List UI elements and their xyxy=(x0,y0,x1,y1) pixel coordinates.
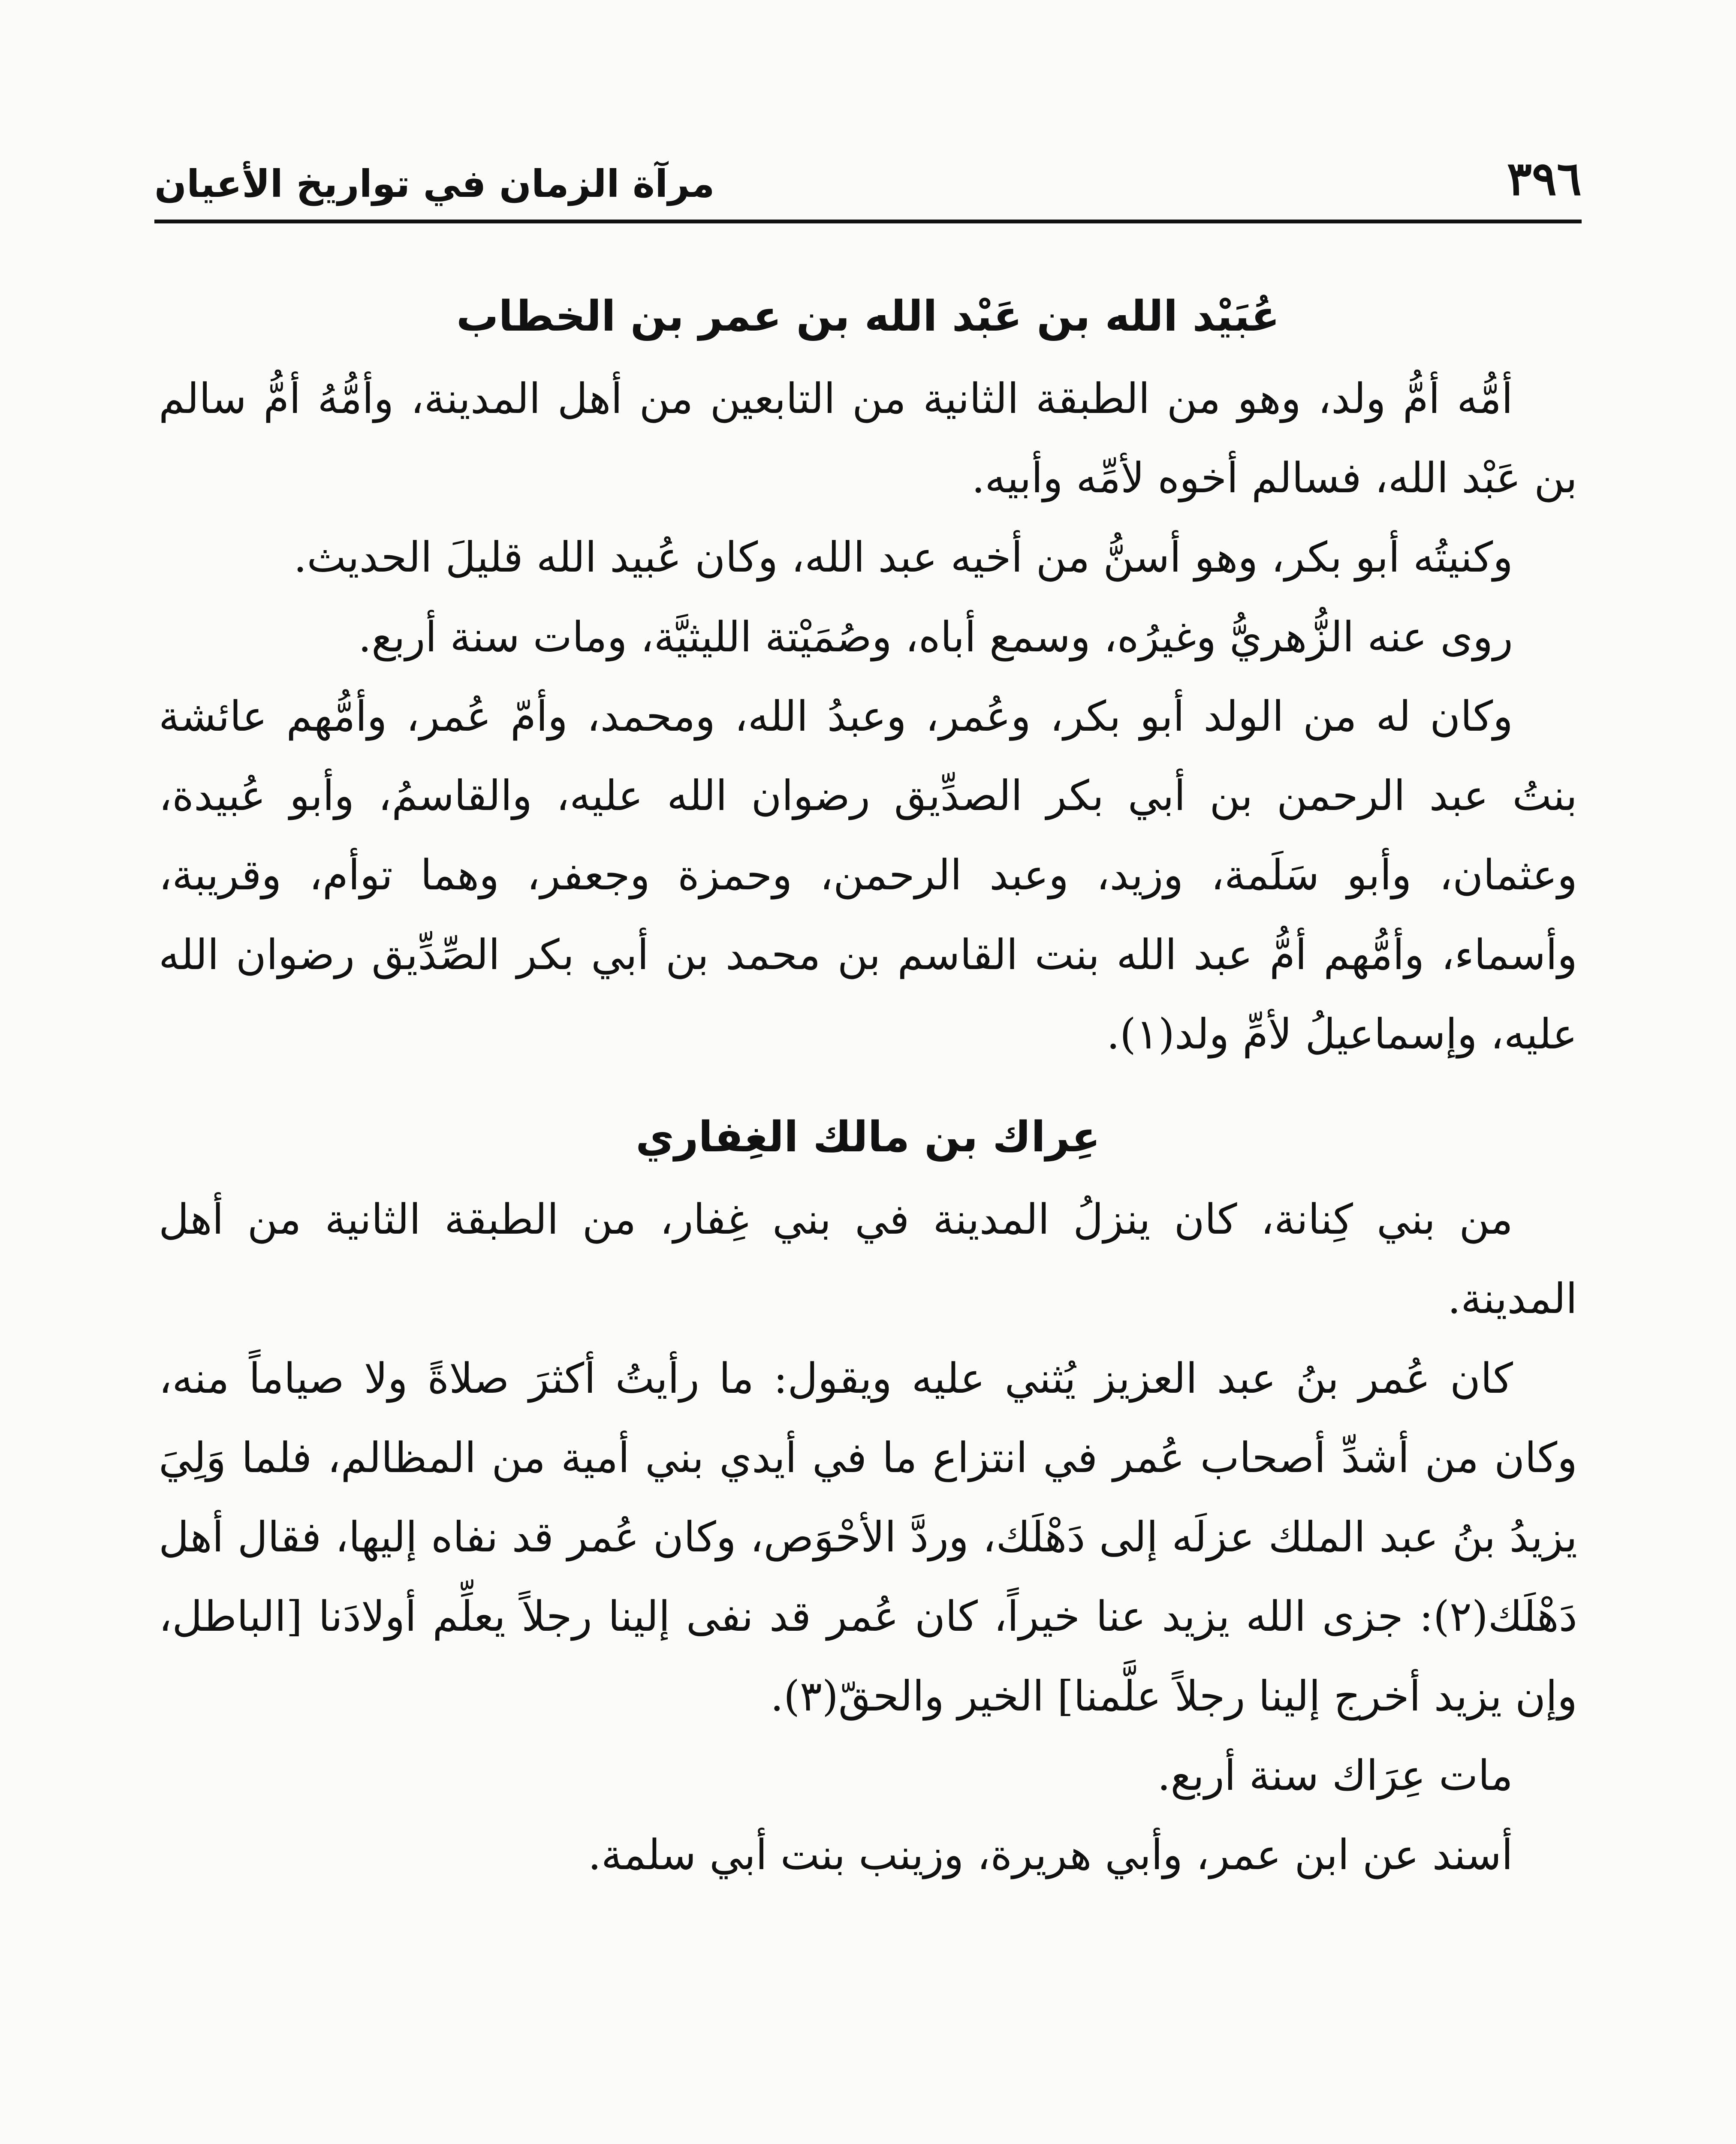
page-number: ٣٩٦ xyxy=(1507,152,1582,206)
entry-heading-ubaydullah: عُبَيْد الله بن عَبْد الله بن عمر بن الخطاب xyxy=(456,292,1280,341)
main-text xyxy=(159,283,1577,1894)
paragraph: أسند عن ابن عمر، وأبي هريرة، وزينب بنت أبي سلمة. xyxy=(588,1831,1513,1879)
paragraph: وكان له من الولد أبو بكر، وعُمر، وعبدُ الله، ومحمد، وأمّ عُمر، وأمُّهم عائشة بنتُ عبد الرحمن بن أبي بكر الصدِّيق رضوان الله عليه، والقاسمُ، وأبو عُبيدة، وعثمان، وأبو سَلَمة، وزيد، وعبد الرحمن، وحمزة وجعفر، وهما توأم، وقريبة، وأسماء، وأمُّهم أمُّ عبد الله بنت القاسم بن محمد بن أبي بكر الصِّدِّيق رضوان الله عليه، وإسماعيلُ لأمِّ ولد(١). xyxy=(159,692,1577,1058)
paragraph: وكنيتُه أبو بكر، وهو أسنُّ من أخيه عبد الله، وكان عُبيد الله قليلَ الحديث. xyxy=(293,533,1513,582)
book-title: مرآة الزمان في تواريخ الأعيان xyxy=(154,162,715,206)
paragraph: كان عُمر بنُ عبد العزيز يُثني عليه ويقول: ما رأيتُ أكثرَ صلاةً ولا صياماً منه، وكان من أشدِّ أصحاب عُمر في انتزاع ما في أيدي بني أمية من المظالم، فلما وَلِيَ يزيدُ بنُ عبد الملك عزلَه إلى دَهْلَك، وردَّ الأحْوَص، وكان عُمر قد نفاه إليها، فقال أهل دَهْلَك(٢): جزى الله يزيد عنا خيراً، كان عُمر قد نفى إلينا رجلاً يعلِّم أولادَنا [الباطل، وإن يزيد أخرج إلينا رجلاً علَّمنا] الخير والحقّ(٣). xyxy=(159,1354,1577,1720)
paragraph: أمُّه أمُّ ولد، وهو من الطبقة الثانية من التابعين من أهل المدينة، وأمُّهُ أمُّ سالم بن عَبْد الله، فسالم أخوه لأمِّه وأبيه. xyxy=(159,374,1577,503)
paragraph: مات عِرَاك سنة أربع. xyxy=(1157,1751,1513,1800)
header-rule xyxy=(154,220,1582,223)
paragraph: روى عنه الزُّهريُّ وغيرُه، وسمع أباه، وصُمَيْتة الليثيَّة، ومات سنة أربع. xyxy=(358,612,1513,661)
running-header xyxy=(154,142,1582,206)
paragraph: من بني كِنانة، كان ينزلُ المدينة في بني غِفار، من الطبقة الثانية من أهل المدينة. xyxy=(159,1195,1577,1323)
entry-heading-irak: عِراك بن مالك الغِفاري xyxy=(636,1113,1100,1162)
